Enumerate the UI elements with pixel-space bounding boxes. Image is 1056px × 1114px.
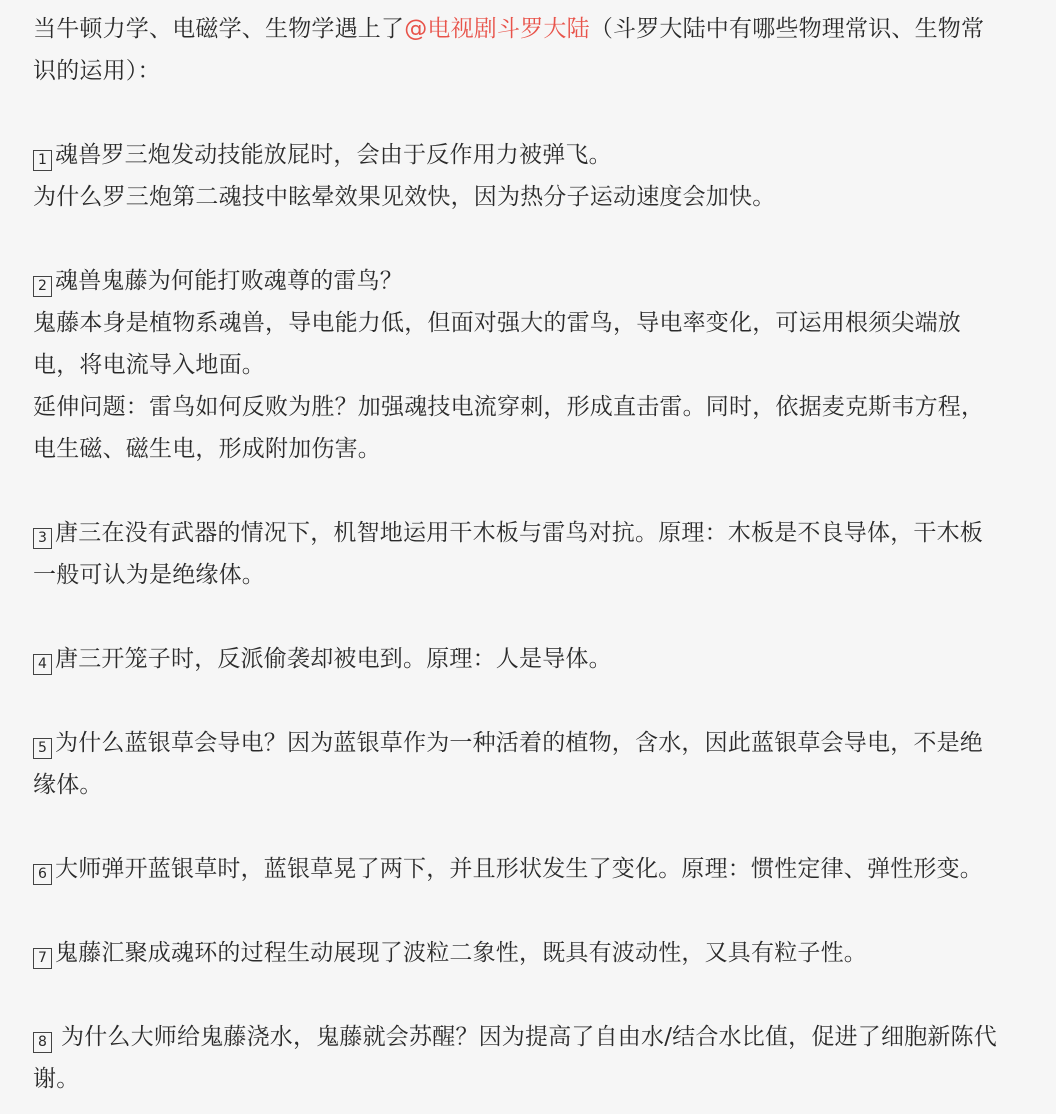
number-badge-icon: 4 (33, 654, 52, 675)
item-line (33, 848, 1026, 890)
list-item (33, 932, 1026, 974)
item-line (33, 1016, 1026, 1058)
intro-suffix: （斗罗大陆中有哪些物理常识、生物常 (589, 16, 985, 42)
item-line: 鬼藤本身是植物系魂兽，导电能力低，但面对强大的雷鸟，导电率变化，可运用根须尖端放 (33, 310, 961, 336)
item-text: 唐三在没有武器的情况下，机智地运用干木板与雷鸟对抗。原理：木板是不良导体，干木板 (55, 520, 983, 546)
intro-prefix: 当牛顿力学、电磁学、生物学遇上了 (33, 16, 405, 42)
item-text: 鬼藤汇聚成魂环的过程生动展现了波粒二象性，既具有波动性，又具有粒子性。 (55, 940, 867, 966)
item-line (33, 512, 1026, 554)
mention-link[interactable]: @电视剧斗罗大陆 (404, 16, 590, 42)
item-line (33, 134, 1026, 176)
spacer (33, 596, 1026, 638)
spacer (33, 806, 1026, 848)
item-line: 电，将电流导入地面。 (33, 352, 265, 378)
list-item (33, 848, 1026, 890)
list-item (33, 722, 1026, 806)
spacer (33, 218, 1026, 260)
number-badge-icon: 5 (33, 738, 52, 759)
number-badge-icon: 1 (33, 150, 52, 171)
number-badge-icon: 7 (33, 948, 52, 969)
item-line: 电生磁、磁生电，形成附加伤害。 (33, 436, 381, 462)
list-item (33, 638, 1026, 680)
item-text: 魂兽罗三炮发动技能放屁时，会由于反作用力被弹飞。 (55, 142, 612, 168)
number-badge-icon: 8 (33, 1032, 52, 1053)
item-line: 缘体。 (33, 772, 103, 798)
item-line (33, 260, 1026, 302)
item-line (33, 638, 1026, 680)
intro-line-1 (33, 8, 1026, 50)
list-item (33, 260, 1026, 470)
number-badge-icon: 3 (33, 528, 52, 549)
spacer (33, 680, 1026, 722)
item-text: 大师弹开蓝银草时，蓝银草晃了两下，并且形状发生了变化。原理：惯性定律、弹性形变。 (55, 856, 983, 882)
item-line (33, 722, 1026, 764)
item-line: 为什么罗三炮第二魂技中眩晕效果见效快，因为热分子运动速度会加快。 (33, 184, 776, 210)
number-badge-icon: 2 (33, 276, 52, 297)
spacer (33, 470, 1026, 512)
spacer (33, 890, 1026, 932)
item-line: 谢。 (33, 1066, 80, 1092)
list-item (33, 1016, 1026, 1100)
item-text: 唐三开笼子时，反派偷袭却被电到。原理：人是导体。 (55, 646, 612, 672)
spacer (33, 92, 1026, 134)
item-text: 为什么大师给鬼藤浇水，鬼藤就会苏醒？因为提高了自由水/结合水比值，促进了细胞新陈代 (61, 1024, 997, 1050)
item-line: 一般可认为是绝缘体。 (33, 562, 265, 588)
list-item (33, 512, 1026, 596)
item-line: 延伸问题：雷鸟如何反败为胜？加强魂技电流穿刺，形成直击雷。同时，依据麦克斯韦方程， (33, 394, 985, 420)
item-text: 为什么蓝银草会导电？因为蓝银草作为一种活着的植物，含水，因此蓝银草会导电，不是绝 (55, 730, 983, 756)
item-text: 魂兽鬼藤为何能打败魂尊的雷鸟？ (55, 268, 403, 294)
spacer (33, 974, 1026, 1016)
intro-line-2: 识的运用）： (33, 58, 161, 84)
number-badge-icon: 6 (33, 864, 52, 885)
list-item (33, 134, 1026, 218)
item-line (33, 932, 1026, 974)
